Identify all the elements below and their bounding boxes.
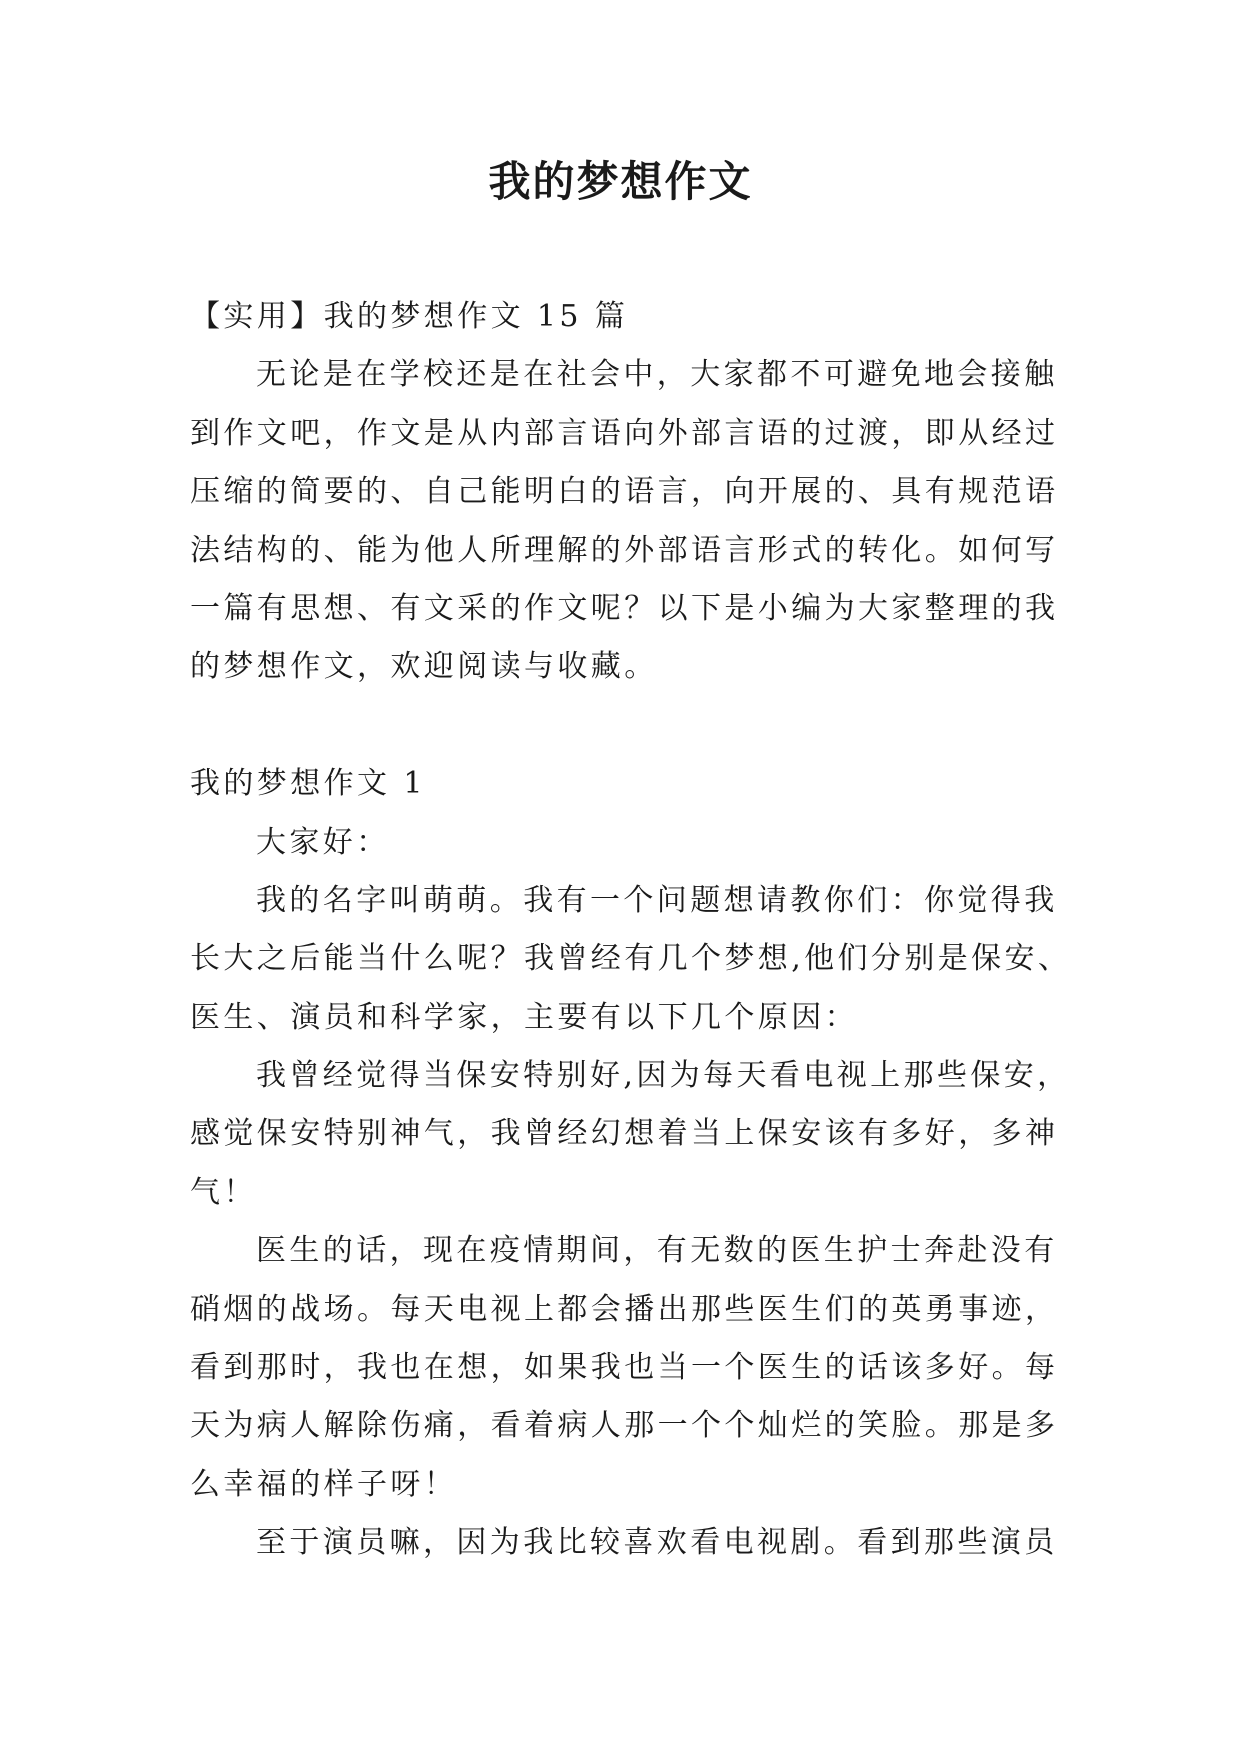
paragraph-line: 天为病人解除伤痛，看着病人那一个个灿烂的笑脸。那是多	[190, 1408, 1059, 1444]
paragraph-line: 医生、演员和科学家，主要有以下几个原因：	[190, 999, 858, 1035]
intro-line: 压缩的简要的、自己能明白的语言，向开展的、具有规范语	[190, 474, 1059, 510]
paragraph-line: 医生的话，现在疫情期间，有无数的医生护士奔赴没有	[256, 1233, 1058, 1269]
intro-line: 法结构的、能为他人所理解的外部语言形式的转化。如何写	[190, 532, 1059, 568]
document-subtitle: 【实用】我的梦想作文 15 篇	[190, 299, 629, 334]
intro-line: 到作文吧，作文是从内部言语向外部言语的过渡，即从经过	[190, 415, 1059, 451]
paragraph-line: 气！	[190, 1174, 257, 1210]
paragraph-gap	[190, 697, 1052, 755]
paragraph-line: 至于演员嘛，因为我比较喜欢看电视剧。看到那些演员	[256, 1525, 1058, 1561]
essay-heading: 我的梦想作文 1	[190, 766, 426, 802]
paragraph-line: 硝烟的战场。每天电视上都会播出那些医生们的英勇事迹，	[190, 1291, 1059, 1327]
paragraph-line: 感觉保安特别神气，我曾经幻想着当上保安该有多好，多神	[190, 1116, 1059, 1152]
document-body	[190, 288, 1072, 1573]
essay-greeting: 大家好：	[256, 824, 390, 860]
paragraph-line: 么幸福的样子呀！	[190, 1466, 458, 1502]
paragraph-line: 我曾经觉得当保安特别好,因为每天看电视上那些保安，	[256, 1058, 1071, 1094]
paragraph-line: 看到那时，我也在想，如果我也当一个医生的话该多好。每	[190, 1350, 1059, 1386]
intro-line: 无论是在学校还是在社会中，大家都不可避免地会接触	[256, 357, 1058, 393]
paragraph-line: 长大之后能当什么呢？我曾经有几个梦想,他们分别是保安、	[190, 941, 1072, 977]
document-title: 我的梦想作文	[488, 157, 753, 206]
intro-line: 一篇有思想、有文采的作文呢？以下是小编为大家整理的我	[190, 590, 1059, 626]
paragraph-line: 我的名字叫萌萌。我有一个问题想请教你们：你觉得我	[256, 882, 1058, 918]
intro-line: 的梦想作文，欢迎阅读与收藏。	[190, 649, 658, 685]
